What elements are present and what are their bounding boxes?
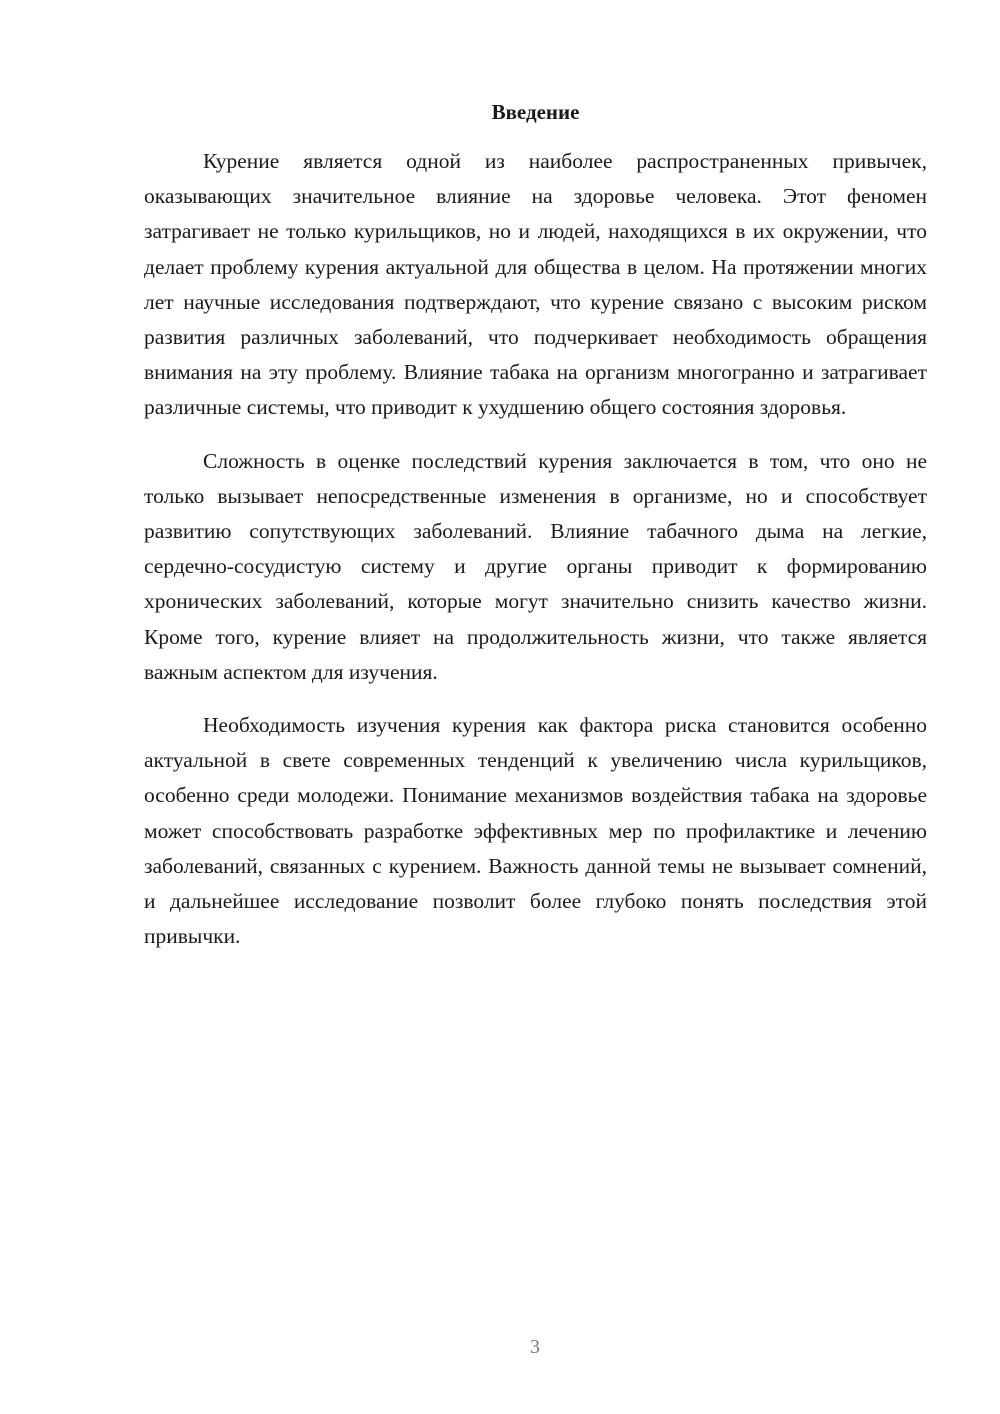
paragraph-3: Необходимость изучения курения как фактора риска становится особенно актуальной в свете современных тенденций к увеличению числа курильщиков, особенно среди молодежи. Понимание механизмов воздействия табака на здоровье может способствовать разработке эффективных мер по профилактике и лечению заболеваний, связанных с курением. Важность данной темы не вызывает сомнений, и дальнейшее исследование позволит более глубоко понять последствия этой привычки. (144, 713, 927, 949)
page-number: 3 (530, 1336, 540, 1358)
page-title: Введение (491, 100, 580, 124)
paragraph-1: Курение является одной из наиболее распространенных привычек, оказывающих значительное влияние на здоровье человека. Этот феномен затрагивает не только курильщиков, но и людей, находящихся в их окружении, что делает проблему курения актуальной для общества в целом. На протяжении многих лет научные исследования подтверждают, что курение связано с высоким риском развития различных заболеваний, что подчеркивает необходимость обращения внимания на эту проблему. Влияние табака на организм многогранно и затрагивает различные системы, что приводит к ухудшению общего состояния здоровья. (144, 149, 927, 420)
document-body (144, 144, 927, 972)
paragraph-2: Сложность в оценке последствий курения заключается в том, что оно не только вызывает непосредственные изменения в организме, но и способствует развитию сопутствующих заболеваний. Влияние табачного дыма на легкие, сердечно-сосудистую систему и другие органы приводит к формированию хронических заболеваний, которые могут значительно снизить качество жизни. Кроме того, курение влияет на продолжительность жизни, что также является важным аспектом для изучения. (144, 448, 927, 684)
